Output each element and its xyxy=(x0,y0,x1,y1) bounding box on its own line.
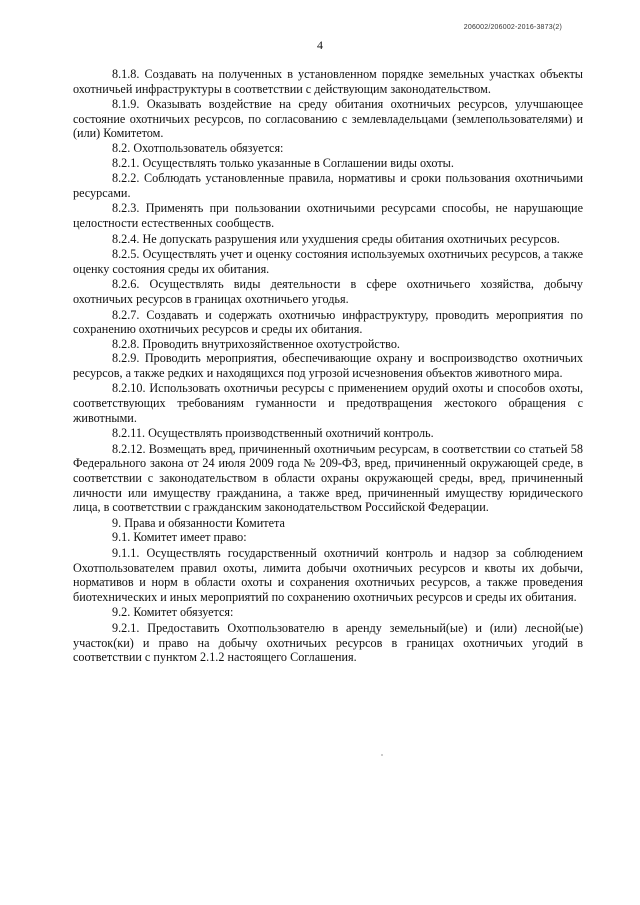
paragraph-9-2-1: 9.2.1. Предоставить Охотпользователю в аренду земельный(ые) и (или) лесной(ые) участок(ки) и право на добычу охотничьих ресурсов в границах охотничьих угодий в соответствии с пунктом 2.1.2 настоящего Соглашения. xyxy=(73,620,583,665)
paragraph-8-2: 8.2. Охотпользователь обязуется: xyxy=(112,140,284,155)
paragraph-8-2-3: 8.2.3. Применять при пользовании охотничьими ресурсами способы, не нарушающие целостности естественных сообществ. xyxy=(73,201,583,230)
document-body xyxy=(73,67,583,665)
paragraph-8-2-10: 8.2.10. Использовать охотничьи ресурсы с применением орудий охоты и способов охоты, соответствующих требованиям гуманности и предотвращения жестокого обращения с животными. xyxy=(73,381,583,425)
page-number: 4 xyxy=(317,38,323,52)
paragraph-8-1-8: 8.1.8. Создавать на полученных в установленном порядке земельных участках объекты охотничьей инфраструктуры в соответствии с действующим законодательством. xyxy=(73,67,583,96)
paragraph-8-2-11: 8.2.11. Осуществлять производственный охотничий контроль. xyxy=(112,426,434,441)
paragraph-9-1: 9.1. Комитет имеет право: xyxy=(112,530,247,545)
document-id: 206002/206002-2016-3873(2) xyxy=(463,24,562,31)
section-heading-9: 9. Права и обязанности Комитета xyxy=(112,515,285,530)
paragraph-8-2-1: 8.2.1. Осуществлять только указанные в Соглашении виды охоты. xyxy=(112,155,454,170)
paragraph-8-2-8: 8.2.8. Проводить внутрихозяйственное охотустройство. xyxy=(112,336,400,351)
scan-speck xyxy=(381,754,383,756)
paragraph-8-2-12: 8.2.12. Возмещать вред, причиненный охотничьим ресурсам, в соответствии со статьей 58 Федерального закона от 24 июля 2009 года № 209-ФЗ, вред, причиненный окружающей среде, в соответствии с законодательством в области охраны окружающей среды, вред, причиненный личности или имуществу гражданина, а также вред, причиненный имуществу юридического лица, в соответствии с гражданским законодательством Российской Федерации. xyxy=(73,441,583,515)
paragraph-8-2-5: 8.2.5. Осуществлять учет и оценку состояния используемых охотничьих ресурсов, а также оценку состояния среды их обитания. xyxy=(73,247,583,276)
paragraph-8-2-7: 8.2.7. Создавать и содержать охотничью инфраструктуру, проводить мероприятия по сохранению охотничьих ресурсов и среды их обитания. xyxy=(73,307,583,337)
paragraph-8-2-4: 8.2.4. Не допускать разрушения или ухудшения среды обитания охотничьих ресурсов. xyxy=(112,231,560,246)
paragraph-8-2-6: 8.2.6. Осуществлять виды деятельности в сфере охотничьего хозяйства, добычу охотничьих ресурсов в границах охотничьего угодья. xyxy=(73,277,583,306)
paragraph-9-2: 9.2. Комитет обязуется: xyxy=(112,605,234,620)
paragraph-8-1-9: 8.1.9. Оказывать воздействие на среду обитания охотничьих ресурсов, улучшающее состояние охотничьих ресурсов, по согласованию с землевладельцами (землепользователями) и (или) Комитетом. xyxy=(73,97,583,141)
paragraph-9-1-1: 9.1.1. Осуществлять государственный охотничий контроль и надзор за соблюдением Охотпользователем правил охоты, лимита добычи охотничьих ресурсов и квоты их добычи, нормативов и норм в области охоты и сохранения охотничьих ресурсов, а также проведения биотехнических и иных мероприятий по сохранению охотничьих ресурсов и среды их обитания. xyxy=(73,546,583,604)
paragraph-8-2-2: 8.2.2. Соблюдать установленные правила, нормативы и сроки пользования охотничьими ресурсами. xyxy=(73,171,583,200)
paragraph-8-2-9: 8.2.9. Проводить мероприятия, обеспечивающие охрану и воспроизводство охотничьих ресурсов, а также редких и находящихся под угрозой исчезновения объектов животного мира. xyxy=(73,351,583,380)
